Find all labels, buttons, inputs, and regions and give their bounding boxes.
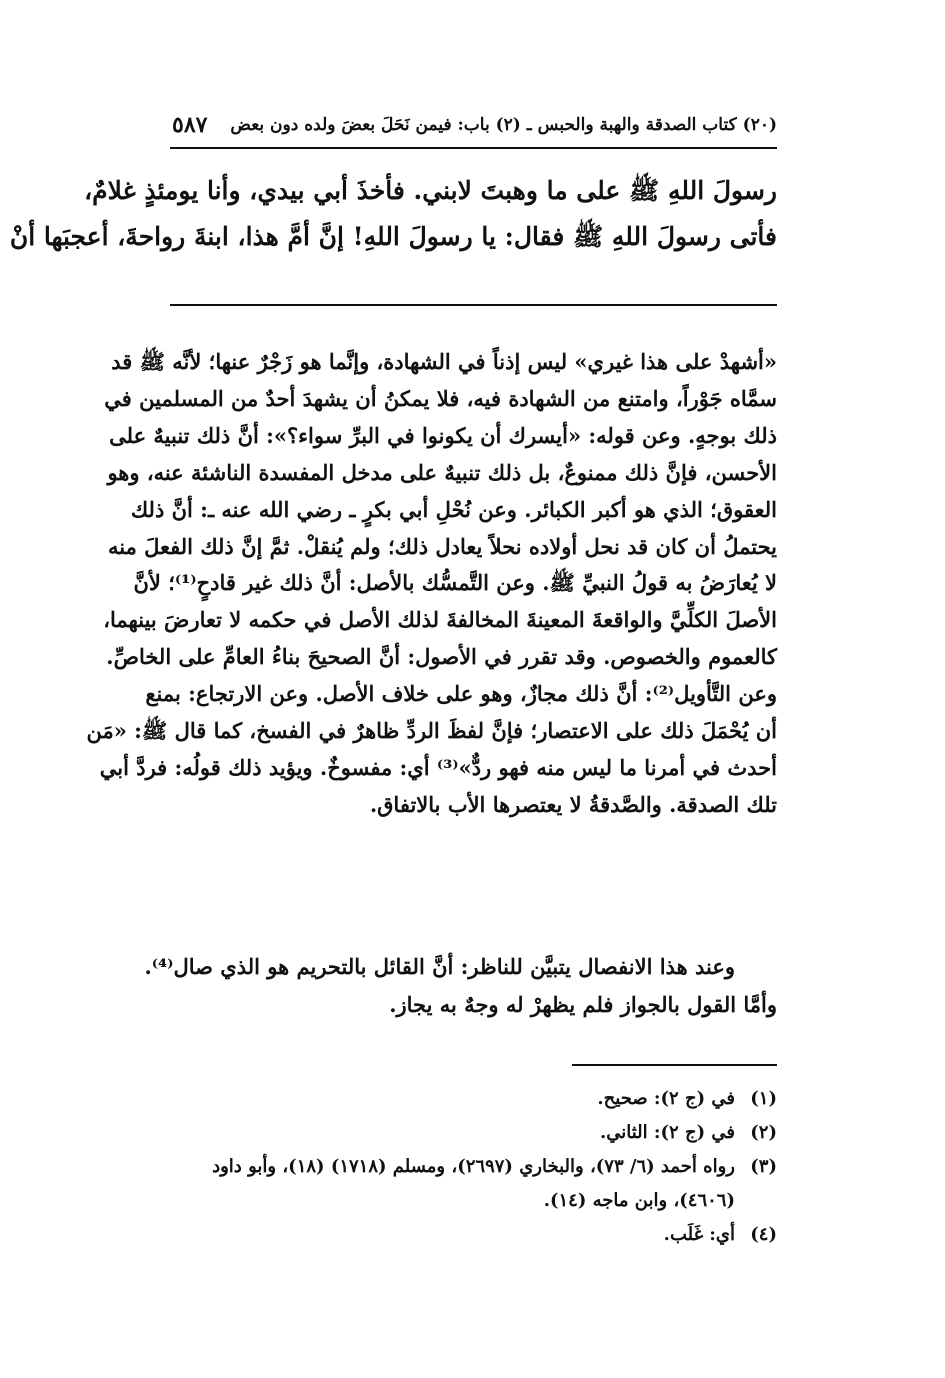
footnote-number: (٣) [750,1156,777,1177]
commentary-line: الأحسن، فإنَّ ذلك ممنوعٌ، بل ذلك تنبيهٌ على مدخل المفسدة الناشئة عنه، وهو [107,459,777,485]
footnote-rule [572,1064,777,1066]
footnote-number: (٤) [750,1224,777,1245]
footnotes [168,1082,777,1252]
commentary-line: أحدث في أمرنا ما ليس منه فهو ردٌّ»⁽³⁾ أي: مفسوخٌ. ويؤيد ذلك قولُه: فردَّ أبي [99,754,777,780]
footnote [168,1150,777,1184]
footnote-continuation [168,1184,777,1218]
hadith-line: رسولَ اللهِ ﷺ على ما وهبتَ لابني. فأخذَ أبي بيدي، وأنا يومئذٍ غلامٌ، [84,176,777,205]
running-title: (٢٠) كتاب الصدقة والهبة والحبس ـ (٢) باب: فيمن نَحَلَ بعضَ ولده دون بعض [230,115,777,135]
footnote-text: رواه أحمد (٦/ ٧٣)، والبخاري (٢٦٩٧)، ومسلم (١٧١٨) (١٨)، وأبو داود [212,1156,735,1177]
commentary-line: العقوق؛ الذي هو أكبر الكبائر. وعن نُحْلِ أبي بكرٍ ـ رضي الله عنه ـ: أنَّ ذلك [130,496,777,522]
hadith-text [9,168,777,260]
footnote [168,1082,777,1116]
conclusion-line: وعند هذا الانفصال يتبيَّن للناظر: أنَّ القائل بالتحريم هو الذي صال⁽⁴⁾. [144,954,735,979]
commentary-line: وعن التَّأويل⁽²⁾: أنَّ ذلك مجازٌ، وهو على خلاف الأصل. وعن الارتجاع: بمنع [145,681,777,707]
conclusion-line: وأمَّا القول بالجواز فلم يظهرْ له وجهٌ به يجاز. [389,992,777,1017]
footnote [168,1218,777,1252]
section-divider [170,304,777,306]
hadith-line: فأتى رسولَ اللهِ ﷺ فقال: يا رسولَ اللهِ! إنَّ أمَّ هذا، ابنةَ رواحةَ، أعجبَها أنْ [9,222,777,251]
footnote-text: في (ج ٢): الثاني. [599,1122,735,1143]
footnote-number: (٢) [750,1122,777,1143]
commentary-line: «أشهدْ على هذا غيري» ليس إذناً في الشهادة، وإنَّما هو زَجْرٌ عنها؛ لأنَّه ﷺ قد [111,349,777,374]
footnote [168,1116,777,1150]
commentary-line: أن يُحْمَلَ ذلك على الاعتصار؛ فإنَّ لفظَ الردِّ ظاهرٌ في الفسخ، كما قال ﷺ: «مَن [86,718,777,744]
commentary-line: سمَّاه جَوْراً، وامتنع من الشهادة فيه، فلا يمكنُ أن يشهدَ أحدٌ من المسلمين في [104,385,777,411]
commentary-paragraph [86,344,777,824]
footnote-text: (٤٦٠٦)، وابن ماجه (١٤). [543,1190,735,1211]
commentary-line: كالعموم والخصوص. وقد تقرر في الأصول: أنَّ الصحيحَ بناءُ العامِّ على الخاصِّ. [106,644,777,670]
footnote-text: أي: غَلَب. [663,1224,735,1245]
page-header [172,108,777,142]
page-number: ٥٨٧ [172,112,208,138]
commentary-line: ذلك بوجهٍ. وعن قوله: «أيسرك أن يكونوا في البرِّ سواء؟»: أنَّ ذلك تنبيهٌ على [109,422,777,448]
header-rule [170,147,777,149]
footnote-number: (١) [750,1088,777,1109]
conclusion-paragraph [144,948,777,1024]
commentary-line: يحتملُ أن كان قد نحل أولاده نحلاً يعادل ذلك؛ ولم يُنقلْ. ثمَّ إنَّ ذلك الفعلَ منه [107,533,777,559]
footnote-text: في (ج ٢): صحيح. [597,1088,735,1109]
commentary-line: تلك الصدقة. والصَّدقةُ لا يعتصرها الأب بالاتفاق. [369,791,777,817]
commentary-line: لا يُعارَضُ به قولُ النبيِّ ﷺ. وعن التَّمسُّك بالأصل: أنَّ ذلك غير قادحٍ⁽¹⁾؛ لأنَّ [133,570,777,596]
commentary-line: الأصلَ الكلِّيَّ والواقعةَ المعينةَ المخالفةَ لذلك الأصل في حكمه لا تعارضَ بينهما، [103,607,777,633]
